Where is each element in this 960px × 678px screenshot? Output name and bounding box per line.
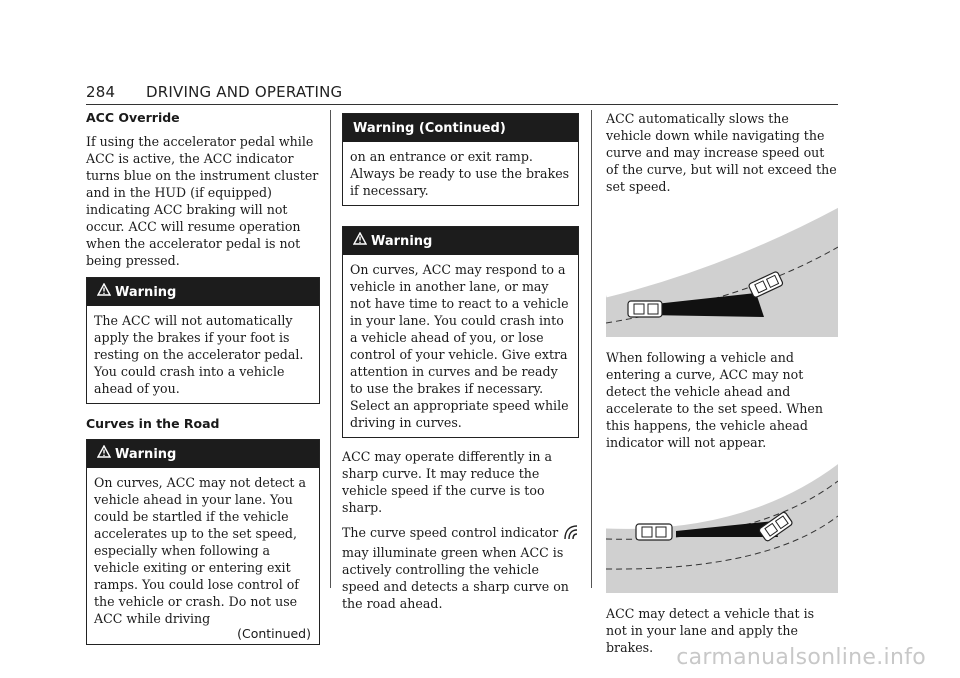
acc-override-heading: ACC Override xyxy=(86,110,180,125)
warning-text: On curves, ACC may respond to a vehicle in another lane, or may not have time to react to a vehicle in your lane. You could crash into a vehicle ahead of you, or lose control of your vehicle. Give extra attention in curves and be ready to use the brakes if necessary. Select an appropriate speed while driving in curves. xyxy=(350,262,569,430)
watermark: carmanualsonline.info xyxy=(676,645,926,670)
vehicle-ahead-text: When following a vehicle and entering a curve, ACC may not detect the vehicle ahead and accelerate to the set speed. When this happens, the vehicle ahead indicator will not appear. xyxy=(606,350,823,450)
curve-indicator-text-a: The curve speed control indicator xyxy=(342,525,559,540)
warning-text: on an entrance or exit ramp. Always be ready to use the brakes if necessary. xyxy=(350,149,570,198)
warning-triangle-icon xyxy=(97,278,111,308)
curve-illustration-2 xyxy=(606,461,838,593)
own-vehicle xyxy=(628,301,662,317)
curve-slowdown-text: ACC automatically slows the vehicle down while navigating the curve and may increase speed out of the curve, but will not exceed the set speed. xyxy=(606,111,837,194)
own-vehicle xyxy=(636,524,672,540)
warning-triangle-icon xyxy=(353,227,367,257)
column-3 xyxy=(606,110,838,664)
warning-box xyxy=(342,226,579,438)
curve-indicator-text xyxy=(342,524,579,612)
warning-text: The ACC will not automatically apply the brakes if your foot is resting on the accelerator pedal. You could crash into a vehicle ahead of you. xyxy=(94,313,304,396)
column-2 xyxy=(342,113,579,620)
warning-box xyxy=(86,439,320,645)
warning-title: Warning (Continued) xyxy=(353,121,506,136)
other-lane-text: ACC may detect a vehicle that is not in your lane and apply the brakes. xyxy=(606,606,815,655)
warning-text-body: On curves, ACC may not detect a vehicle ahead in your lane. You could be startled if the vehicle accelerates up to the set speed, especially when following a vehicle exiting or entering exit ramps. You could lose control of the vehicle or crash. Do not use ACC while driving xyxy=(94,475,307,626)
warning-header xyxy=(343,227,578,255)
curves-heading: Curves in the Road xyxy=(86,416,220,431)
warning-box-continued xyxy=(342,113,579,206)
warning-title: Warning xyxy=(371,234,433,249)
page-header xyxy=(86,80,838,105)
column-divider xyxy=(591,110,592,588)
warning-title: Warning xyxy=(115,447,177,462)
sharp-curve-text: ACC may operate differently in a sharp curve. It may reduce the vehicle speed if the curve is too sharp. xyxy=(342,449,553,515)
warning-text xyxy=(87,468,319,644)
column-divider xyxy=(330,110,331,588)
warning-header xyxy=(87,440,319,468)
page-number: 284 xyxy=(86,83,116,101)
column-1 xyxy=(86,110,320,655)
warning-box xyxy=(86,277,320,404)
curve-indicator-text-b: may illuminate green when ACC is actively controlling the vehicle speed and detects a sharp curve on the road ahead. xyxy=(342,545,569,611)
warning-header xyxy=(87,278,319,306)
curve-speed-control-icon xyxy=(562,524,578,544)
warning-triangle-icon xyxy=(97,440,111,470)
continued-label: (Continued) xyxy=(237,626,311,641)
warning-header xyxy=(343,114,578,142)
section-title: DRIVING AND OPERATING xyxy=(146,83,343,101)
warning-title: Warning xyxy=(115,285,177,300)
curve-illustration-1 xyxy=(606,205,838,337)
acc-override-text: If using the accelerator pedal while ACC is active, the ACC indicator turns blue on the instrument cluster and in the HUD (if equipped) indicating ACC braking will not occur. ACC will resume operation when the accelerator pedal is not being pressed. xyxy=(86,134,319,268)
